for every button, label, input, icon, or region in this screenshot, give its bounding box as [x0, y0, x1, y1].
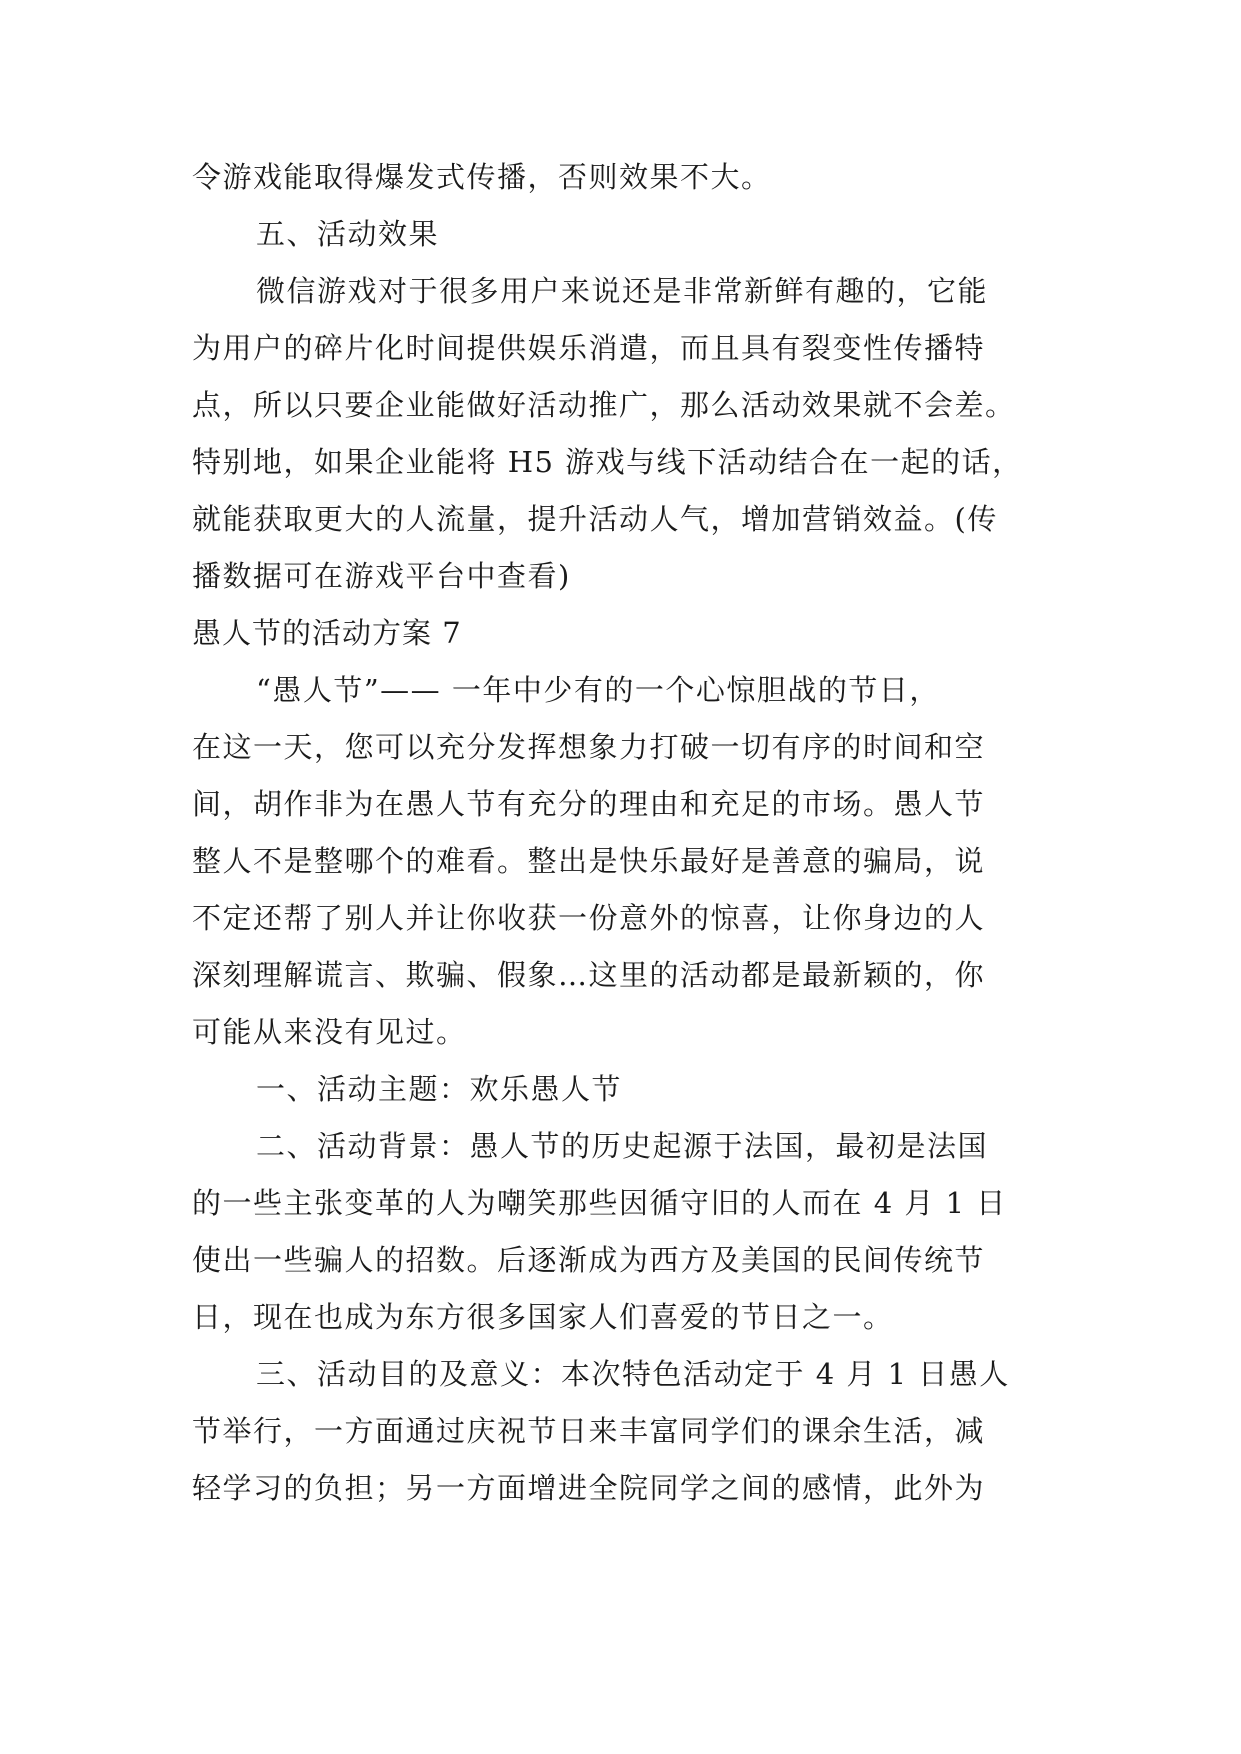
text-line-21: 日，现在也成为东方很多国家人们喜爱的节日之一。 [192, 1300, 894, 1334]
text-line-1: 令游戏能取得爆发式传播，否则效果不大。 [192, 160, 772, 194]
text-line-7: 就能获取更大的人流量，提升活动人气，增加营销效益。(传 [192, 502, 998, 536]
text-line-13: 整人不是整哪个的难看。整出是快乐最好是善意的骗局，说 [192, 844, 986, 878]
text-line-14: 不定还帮了别人并让你收获一份意外的惊喜，让你身边的人 [192, 901, 986, 935]
section-heading-purpose: 三、活动目的及意义：本次特色活动定于 4 月 1 日愚人 [256, 1357, 1010, 1391]
text-line-8: 播数据可在游戏平台中查看) [192, 559, 571, 593]
text-line-16: 可能从来没有见过。 [192, 1015, 467, 1049]
text-line-23: 节举行，一方面通过庆祝节日来丰富同学们的课余生活，减 [192, 1414, 986, 1448]
section-title-plan-7: 愚人节的活动方案 7 [192, 616, 462, 650]
text-line-12: 间，胡作非为在愚人节有充分的理由和充足的市场。愚人节 [192, 787, 986, 821]
text-line-19: 的一些主张变革的人为嘲笑那些因循守旧的人而在 4 月 1 日 [192, 1186, 1007, 1220]
text-line-5: 点，所以只要企业能做好活动推广，那么活动效果就不会差。 [192, 388, 1016, 422]
text-line-24: 轻学习的负担；另一方面增进全院同学之间的感情，此外为 [192, 1471, 986, 1505]
text-line-11: 在这一天，您可以充分发挥想象力打破一切有序的时间和空 [192, 730, 986, 764]
section-heading-theme: 一、活动主题：欢乐愚人节 [256, 1072, 623, 1106]
text-line-3: 微信游戏对于很多用户来说还是非常新鲜有趣的，它能 [256, 274, 989, 308]
text-line-10: “愚人节”—— 一年中少有的一个心惊胆战的节日， [256, 673, 940, 707]
text-line-6: 特别地，如果企业能将 H5 游戏与线下活动结合在一起的话， [192, 445, 1023, 479]
text-line-4: 为用户的碎片化时间提供娱乐消遣，而且具有裂变性传播特 [192, 331, 986, 365]
text-line-15: 深刻理解谎言、欺骗、假象…这里的活动都是最新颖的，你 [192, 958, 986, 992]
section-heading-activity-effect: 五、活动效果 [256, 217, 440, 251]
document-body [192, 149, 1062, 1517]
text-line-20: 使出一些骗人的招数。后逐渐成为西方及美国的民间传统节 [192, 1243, 986, 1277]
section-heading-background: 二、活动背景：愚人节的历史起源于法国，最初是法国 [256, 1129, 989, 1163]
